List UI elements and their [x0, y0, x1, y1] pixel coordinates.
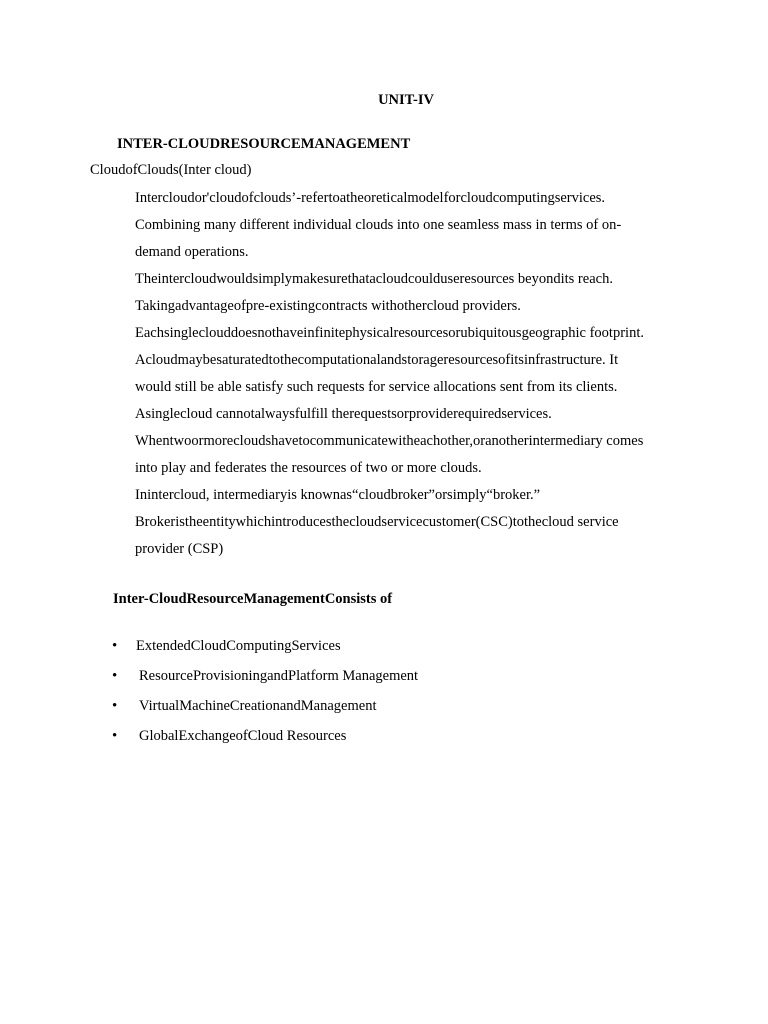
paragraph-line: Eachsingleclouddoesnothaveinfinitephysicalresourcesorubiquitousgeographic footprint.: [135, 325, 644, 341]
list-item-text: VirtualMachineCreationandManagement: [139, 698, 377, 714]
consists-heading: Inter-CloudResourceManagementConsists of: [113, 591, 393, 607]
paragraph-line: demand operations.: [135, 244, 249, 260]
bullet-icon: •: [112, 668, 118, 684]
paragraph-line: would still be able satisfy such requests for service allocations sent from its clients.: [135, 379, 618, 395]
bullet-icon: •: [112, 698, 118, 714]
paragraph-line: Asinglecloud cannotalwaysfulfill therequestsorproviderequiredservices.: [135, 406, 552, 422]
section-heading: INTER-CLOUDRESOURCEMANAGEMENT: [117, 136, 411, 152]
paragraph-line: Theintercloudwouldsimplymakesurethatacloudcoulduseresources beyondits reach.: [135, 271, 613, 287]
paragraph-line: Brokeristheentitywhichintroducesthecloudservicecustomer(CSC)tothecloud service: [135, 514, 619, 530]
paragraph-line: provider (CSP): [135, 541, 224, 557]
unit-title: UNIT-IV: [378, 92, 434, 108]
paragraph-line: Inintercloud, intermediaryis knownas“cloudbroker”orsimply“broker.”: [135, 487, 541, 503]
list-item-text: ExtendedCloudComputingServices: [136, 638, 341, 654]
paragraph-line: Intercloudor'cloudofclouds’-refertoatheoreticalmodelforcloudcomputingservices.: [135, 190, 606, 206]
paragraph-line: Combining many different individual clouds into one seamless mass in terms of on-: [135, 217, 622, 233]
list-item-text: GlobalExchangeofCloud Resources: [139, 728, 347, 744]
bullet-icon: •: [112, 728, 118, 744]
paragraph-line: into play and federates the resources of two or more clouds.: [135, 460, 482, 476]
bullet-icon: •: [112, 638, 118, 654]
list-item-text: ResourceProvisioningandPlatform Management: [139, 668, 419, 684]
paragraph-line: Takingadvantageofpre-existingcontracts withothercloud providers.: [135, 298, 521, 314]
paragraph-line: Whentwoormorecloudshavetocommunicatewitheachother,oranotherintermediary comes: [135, 433, 644, 449]
paragraph-line: Acloudmaybesaturatedtothecomputationalandstorageresourcesofitsinfrastructure. It: [135, 352, 619, 368]
intercloud-description: [135, 188, 695, 566]
subheading: CloudofClouds(Inter cloud): [90, 162, 252, 178]
